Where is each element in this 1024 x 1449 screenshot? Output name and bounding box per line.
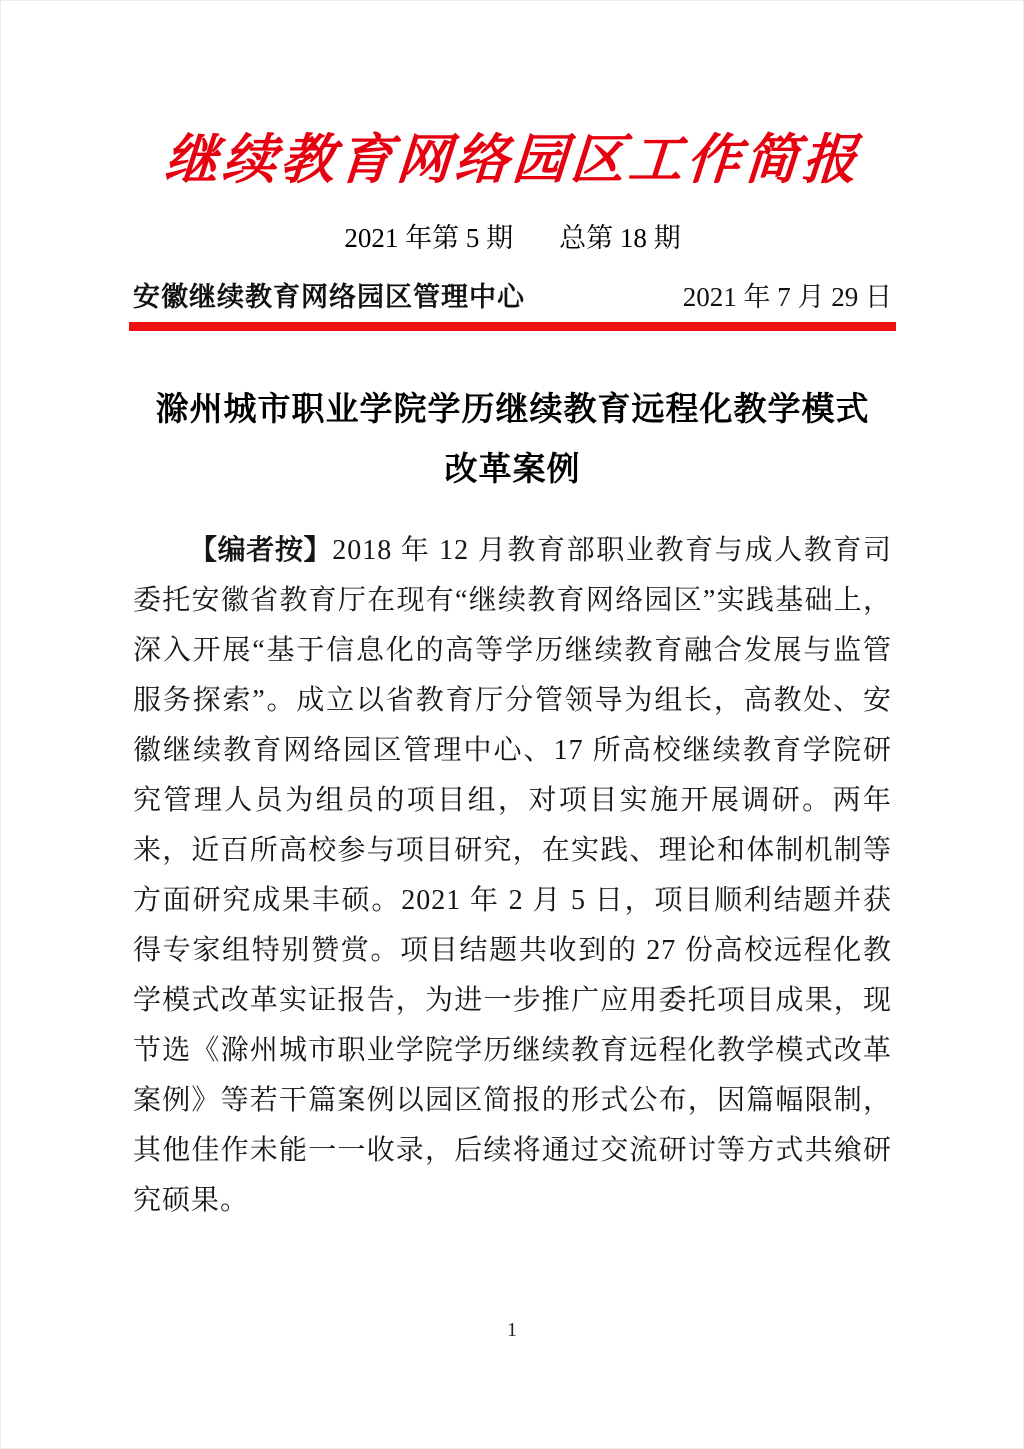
page-footer bbox=[1, 1319, 1023, 1342]
masthead-title: 继续教育网络园区工作简报 bbox=[162, 127, 863, 191]
total-issue-number: 总第 18 期 bbox=[559, 222, 681, 253]
divider-rule bbox=[129, 322, 896, 331]
issue-number: 2021 年第 5 期 bbox=[344, 222, 514, 253]
editor-note-label: 【编者按】 bbox=[189, 533, 333, 565]
publisher-name: 安徽继续教育网络园区管理中心 bbox=[133, 281, 525, 312]
issue-line bbox=[133, 220, 892, 256]
article-body-text: 2018 年 12 月教育部职业教育与成人教育司委托安徽省教育厅在现有“继续教育网络园区”实践基础上，深入开展“基于信息化的高等学历继续教育融合发展与监管服务探索”。成立以省教育厅分管领导为组长，高教处、安徽继续教育网络园区管理中心、17 所高校继续教育学院研究管理人员为组员的项目组，对项目实施开展调研。两年来，近百所高校参与项目研究，在实践、理论和体制机制等方面研究成果丰硕。2021 年 2 月 5 日，项目顺利结题并获得专家组特别赞赏。项目结题共收到的 27 份高校远程化教学模式改革实证报告，为进一步推广应用委托项目成果，现节选《滁州城市职业学院学历继续教育远程化教学模式改革案例》等若干篇案例以园区简报的形式公布，因篇幅限制，其他佳作未能一一收录，后续将通过交流研讨等方式共飨研究硕果。 bbox=[133, 534, 892, 1216]
publication-date: 2021 年 7 月 29 日 bbox=[682, 281, 892, 312]
article-title bbox=[133, 379, 892, 499]
article-body bbox=[133, 525, 892, 1226]
article-title-line2: 改革案例 bbox=[444, 449, 581, 487]
article-title-line1: 滁州城市职业学院学历继续教育远程化教学模式 bbox=[155, 389, 870, 427]
page-number: 1 bbox=[507, 1319, 517, 1341]
publisher-row bbox=[133, 280, 892, 314]
